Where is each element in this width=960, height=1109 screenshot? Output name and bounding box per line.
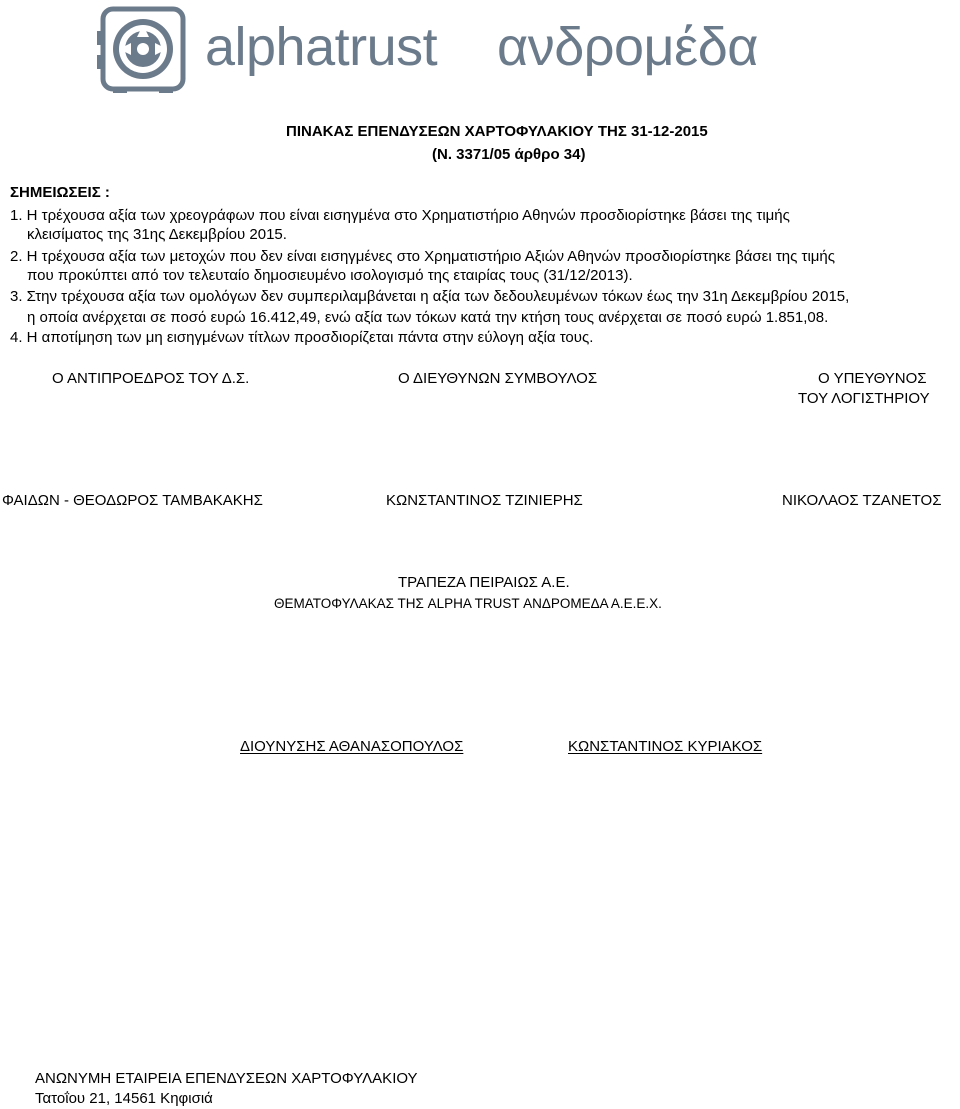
note-line: 3. Στην τρέχουσα αξία των ομολόγων δεν συμπεριλαμβάνεται η αξία των δεδουλευμένων τόκων έως την 31η Δεκεμβρίου 2015,	[10, 288, 850, 305]
name-accounting: ΝΙΚΟΛΑΟΣ ΤΖΑΝΕΤΟΣ	[782, 492, 942, 509]
custodian-role: ΘΕΜΑΤΟΦΥΛΑΚΑΣ ΤΗΣ ALPHA TRUST ΑΝΔΡΟΜΕΔΑ Α.Ε.Ε.Χ.	[274, 596, 662, 611]
role-accounting-line2: ΤΟΥ ΛΟΓΙΣΤΗΡΙΟΥ	[798, 390, 930, 407]
footer-company: ΑΝΩΝΥΜΗ ΕΤΑΙΡΕΙΑ ΕΠΕΝΔΥΣΕΩΝ ΧΑΡΤΟΦΥΛΑΚΙΟΥ	[35, 1070, 418, 1087]
note-line: 2. Η τρέχουσα αξία των μετοχών που δεν είναι εισηγμένες στο Χρηματιστήριο Αξιών Αθηνών προσδιορίστηκε βάσει της τιμής	[10, 248, 836, 265]
name-vice-chair: ΦΑΙΔΩΝ - ΘΕΟΔΩΡΟΣ ΤΑΜΒΑΚΑΚΗΣ	[2, 492, 263, 509]
logo-brand: alphatrust	[205, 17, 438, 77]
note-line: κλεισίματος της 31ης Δεκεμβρίου 2015.	[27, 226, 287, 243]
role-accounting-line1: Ο ΥΠΕΥΘΥΝΟΣ	[818, 370, 927, 387]
notes-heading: ΣΗΜΕΙΩΣΕΙΣ :	[10, 184, 110, 201]
note-line: που προκύπτει από τον τελευταίο δημοσιευμένο ισολογισμό της εταιρίας τους (31/12/2013).	[27, 267, 633, 284]
role-ceo: Ο ΔΙΕΥΘΥΝΩΝ ΣΥΜΒΟΥΛΟΣ	[398, 370, 598, 387]
logo-brand-greek: ανδρομέδα	[497, 17, 758, 77]
role-vice-chair: Ο ΑΝΤΙΠΡΟΕΔΡΟΣ ΤΟΥ Δ.Σ.	[52, 370, 250, 387]
note-line: 1. Η τρέχουσα αξία των χρεογράφων που είναι εισηγμένα στο Χρηματιστήριο Αθηνών προσδιορίστηκε βάσει της τιμής	[10, 207, 790, 224]
page-title: ΠΙΝΑΚΑΣ ΕΠΕΝΔΥΣΕΩΝ ΧΑΡΤΟΦΥΛΑΚΙΟΥ ΤΗΣ 31-12-2015	[286, 123, 708, 140]
page-subtitle: (Ν. 3371/05 άρθρο 34)	[432, 146, 586, 163]
footer-address: Τατοΐου 21, 14561 Κηφισιά	[35, 1090, 213, 1107]
note-line: 4. Η αποτίμηση των μη εισηγμένων τίτλων προσδιορίζεται πάντα στην εύλογη αξία τους.	[10, 329, 594, 346]
vault-dial-icon	[97, 5, 189, 93]
note-line: η οποία ανέρχεται σε ποσό ευρώ 16.412,49, ενώ αξία των τόκων κατά την κτήση τους ανέρχεται σε ποσό ευρώ 1.851,08.	[27, 309, 829, 326]
custodian-signer-2: ΚΩΝΣΤΑΝΤΙΝΟΣ ΚΥΡΙΑΚΟΣ	[568, 738, 763, 755]
custodian-signer-1: ΔΙΟΥΝΥΣΗΣ ΑΘΑΝΑΣΟΠΟΥΛΟΣ	[240, 738, 464, 755]
custodian-bank: ΤΡΑΠΕΖΑ ΠΕΙΡΑΙΩΣ Α.Ε.	[398, 574, 570, 591]
name-ceo: ΚΩΝΣΤΑΝΤΙΝΟΣ ΤΖΙΝΙΕΡΗΣ	[386, 492, 583, 509]
company-logo	[97, 5, 787, 93]
